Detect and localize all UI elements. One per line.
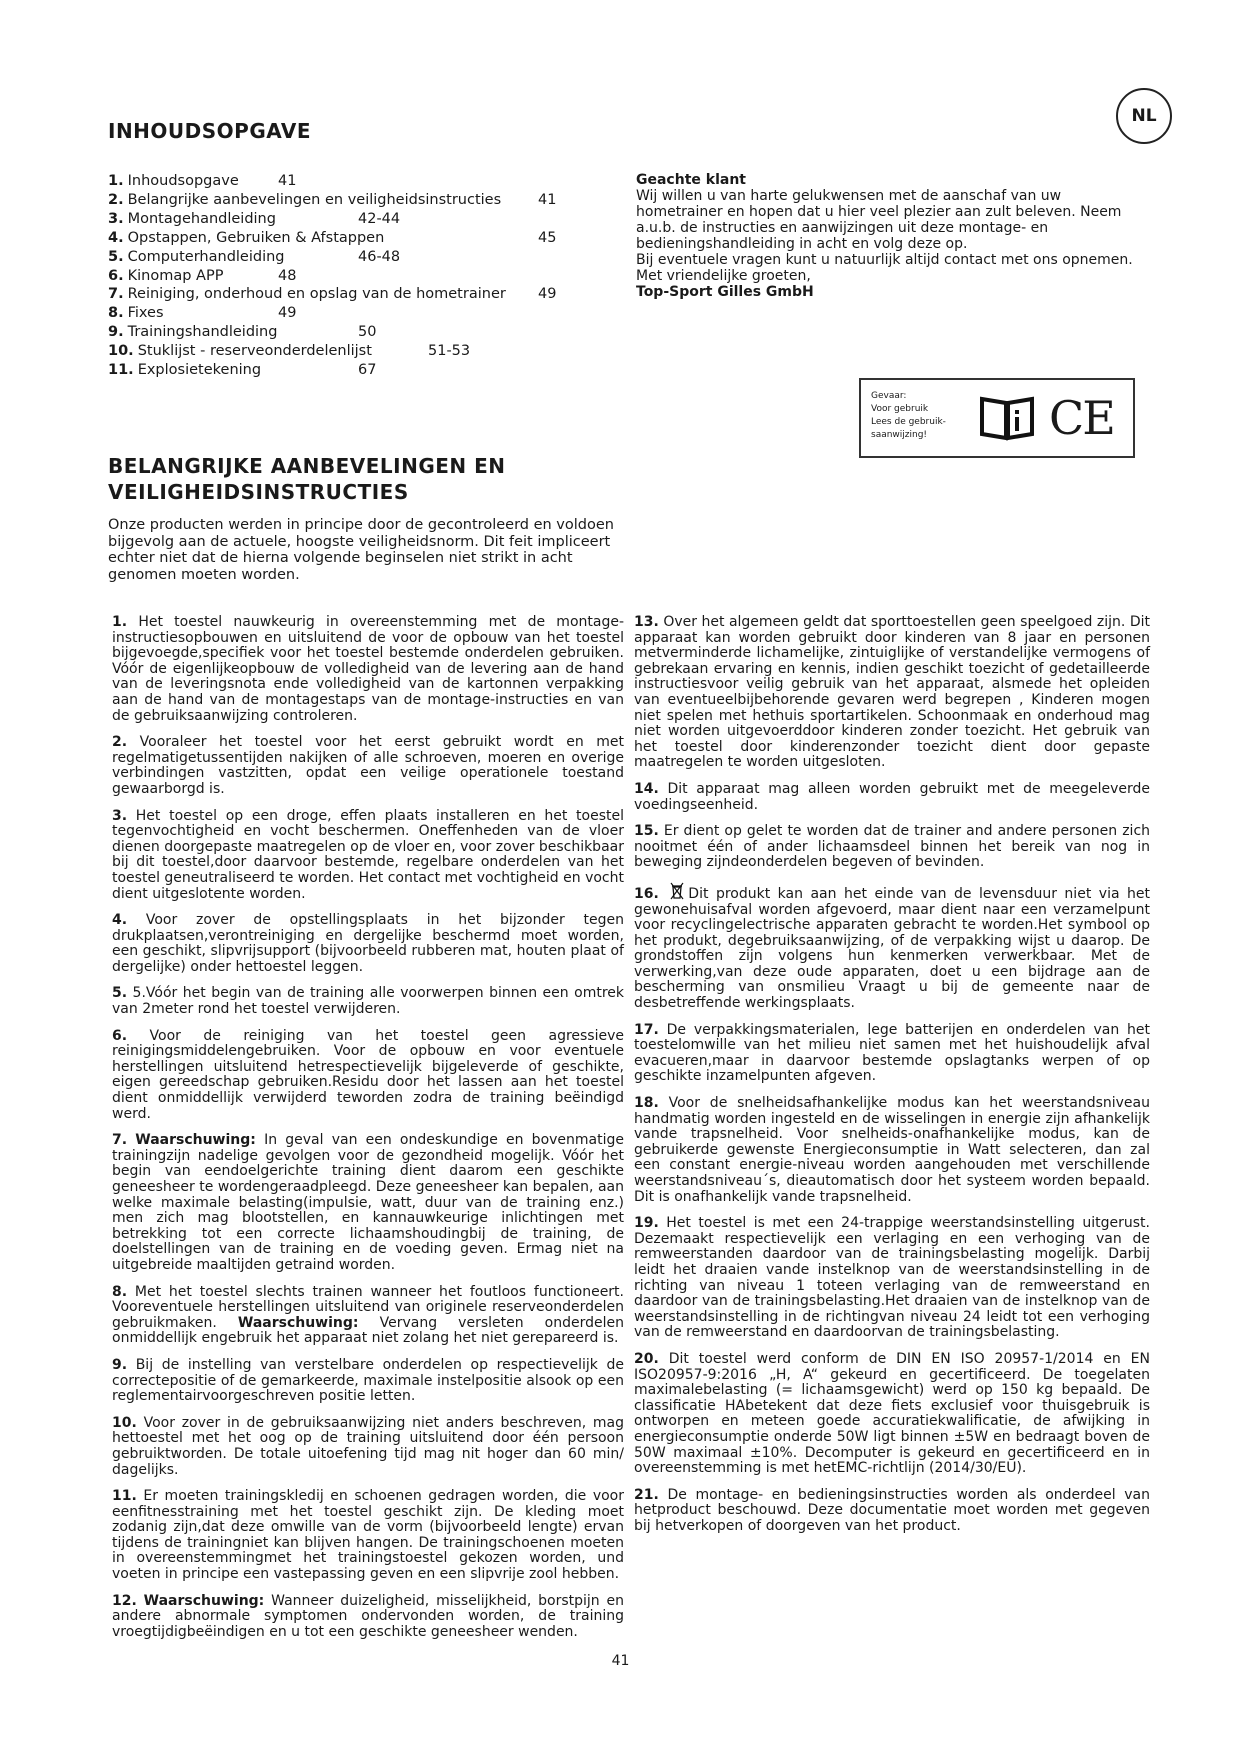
item-number: 13. <box>634 614 659 630</box>
item-number: 19. <box>634 1215 659 1232</box>
safety-items-left <box>112 615 624 1651</box>
item-number: 10. <box>112 1414 137 1431</box>
customer-intro <box>636 172 1136 300</box>
warning-box <box>859 378 1135 458</box>
safety-intro: Onze producten werden in principe door de gecontroleerd en voldoen bijgevolg aan de actuele, hoogste veiligheidsnorm. Dit feit impliceert echter niet dat de hierna volgende beginselen niet strikt in acht genomen moeten worden. <box>108 517 614 583</box>
item-number: 5. <box>112 985 128 1002</box>
toc-item <box>108 323 568 342</box>
item-text: Het toestel op een droge, effen plaats installeren en het toestel tegenvochtigheid en vocht beschermen. Oneffenheden van de vloer dienen doorgepaste maatregelen op de vloer en, voor zover beschikbaar bij dit toestel,door daarvoor bestemde, regelbare onderdelen van het toestel geneutraliseerd te worden. Het contact met vochtigheid en vocht dient uitgeslotente worden. <box>112 807 624 902</box>
toc-item <box>108 229 568 248</box>
item-number: 12. <box>112 1592 137 1609</box>
safety-item <box>112 1594 624 1641</box>
item-number: 6. <box>112 1027 128 1044</box>
item-number: 14. <box>634 780 659 797</box>
item-text: Dit apparaat mag alleen worden gebruikt met de meegeleverde voedingseenheid. <box>634 780 1150 813</box>
item-text: Vervang versleten onderdelen onmiddellijk engebruik het apparaat niet zolang het niet gerepareerd is. <box>112 1314 625 1347</box>
toc-item-number: 6. <box>108 267 124 284</box>
toc-item-page: 50 <box>358 324 377 341</box>
toc-item-number: 8. <box>108 305 124 322</box>
toc-item-label: Opstappen, Gebruiken & Afstappen <box>127 229 385 246</box>
item-number: 3. <box>112 807 128 824</box>
item-number: 7. <box>112 1132 128 1149</box>
table-of-contents <box>108 172 568 380</box>
safety-item <box>634 1216 1150 1341</box>
safety-item <box>634 782 1150 813</box>
item-number: 15. <box>634 823 659 840</box>
toc-item-number: 11. <box>108 362 134 379</box>
safety-item <box>634 1488 1150 1535</box>
item-text: 5.Vóór het begin van de training alle voorwerpen binnen een omtrek van 2meter rond het toestel verwijderen. <box>112 985 624 1018</box>
safety-item <box>112 809 624 903</box>
item-text: Bij de instelling van verstelbare onderdelen op respectievelijk de correctepositie of de gemarkeerde, maximale instelpositie alsook op een reglementairvoorgeschreven positie letten. <box>112 1356 624 1405</box>
item-number: 16. <box>634 885 659 902</box>
item-number: 9. <box>112 1356 128 1373</box>
toc-item-number: 9. <box>108 324 124 341</box>
toc-item-page: 41 <box>538 191 557 208</box>
toc-item-page: 51-53 <box>428 343 471 360</box>
item-text: Over het algemeen geldt dat sporttoestellen geen speelgoed zijn. Dit apparaat kan worden gebruikt door kinderen van 8 jaar en personen metverminderde lichamelijke, zintuiglijke of verstandelijke vermogens of gebrekaan ervaring en kennis, indien geschikt toezicht of gedetailleerde instructiesvoor veilig gebruik van het apparaat, alsmede het opleiden van eventueelbijbehorende gevaren werd begrepen , Kinderen mogen niet spelen met hethuis sportartikelen. Schoonmaak en onderhoud mag niet worden uitgevoerddoor kinderen zonder toezicht. Het gebruik van het toestel door kinderenzonder toezicht dient door gepaste maatregelen te worden uitgesloten. <box>634 614 1151 771</box>
toc-item-page: 45 <box>538 229 557 246</box>
intro-paragraph: Wij willen u van harte gelukwensen met de aanschaf van uw hometrainer en hopen dat u hier veel plezier aan zult beleven. Neem a.u.b. de instructies en aanwijzingen uit deze montage- en bedieningshandleiding in acht en volg deze op. <box>636 188 1122 252</box>
safety-item <box>634 1096 1150 1205</box>
toc-item <box>108 361 568 380</box>
safety-item <box>634 1023 1150 1085</box>
toc-item-label: Trainingshandleiding <box>127 324 278 341</box>
warning-text: Gevaar: Voor gebruik Lees de gebruik- saanwijzing! <box>871 391 946 440</box>
safety-item <box>112 1416 624 1478</box>
item-text: Voor de snelheidsafhankelijke modus kan het weerstandsniveau handmatig worden ingesteld en de wisselingen in energie zijn afhankelijk vande trapsnelheid. Voor snelheids-onafhankelijke modus, kan de gebruikerde gewenste Energieconsumptie in Watt selecteren, dan zal een constant energie-niveau worden aangehouden met verschillende weerstandsniveau´s, dieautomatisch door het systeem worden bepaald. Dit is onafhankelijk vande trapsnelheid. <box>634 1095 1150 1205</box>
item-number: 11. <box>112 1488 137 1505</box>
item-warning-label: Waarschuwing: <box>135 1132 256 1149</box>
item-number: 1. <box>112 614 128 630</box>
item-text: Voor de reiniging van het toestel geen agressieve reinigingsmiddelengebruiken. Voor de opbouw en voor eventuele herstellingen uitsluitend hetrespectievelijk bijgeleverde of geschikte, eigen gereedschap gebruiken.Residu door het lassen aan het toestel dient onmiddellijk verwijderd teworden zodra de training beëindigd werd. <box>112 1027 625 1122</box>
item-text: Het toestel nauwkeurig in overeenstemming met de montage-instructiesopbouwen en uitsluitend de voor de opbouw van het toestel bijgevoegde,specifiek voor het toestel bestemde onderdelen gebruiken. Vóór de eigenlijkeopbouw de volledigheid van de levering aan de hand van de leveringsnota ende volledigheid van de kartonnen verpakking aan de hand van de montagestaps van de montage-instructies en van de gebruiksaanwijzing controleren. <box>112 614 625 724</box>
toc-item-page: 48 <box>278 267 297 284</box>
manual-book-icon <box>979 395 1035 441</box>
safety-item <box>112 1133 624 1273</box>
safety-item <box>634 882 1150 1012</box>
toc-item <box>108 342 568 361</box>
safety-item <box>112 1029 624 1123</box>
item-text: Voor zover in de gebruiksaanwijzing niet anders beschreven, mag hettoestel met het oog op de training uitsluitend door één persoon gebruiktworden. De totale uitoefening tijd mag nit hoger dan 60 min/ dagelijks. <box>112 1414 625 1478</box>
item-text: Voor zover de opstellingsplaats in het bijzonder tegen drukplaatsen,verontreiniging en dergelijke beschermd moet worden, een geschikt, slipvrijsupport (bijvoorbeeld rubberen mat, houten plaat of dergelijke) onder hettoestel leggen. <box>112 912 625 975</box>
item-number: 21. <box>634 1486 659 1503</box>
page-number: 41 <box>611 1653 630 1669</box>
toc-item-label: Belangrijke aanbevelingen en veiligheidsinstructies <box>127 191 502 208</box>
toc-item-label: Kinomap APP <box>127 267 224 284</box>
item-number: 17. <box>634 1021 659 1038</box>
toc-item-page: 49 <box>278 305 297 322</box>
safety-item <box>112 913 624 975</box>
safety-item <box>634 615 1150 771</box>
item-number: 4. <box>112 912 128 929</box>
toc-item <box>108 267 568 286</box>
item-text: De verpakkingsmaterialen, lege batterijen en onderdelen van het toestelomwille van het milieu niet samen met het huishoudelijk afval evacueren,maar in daarvoor bestemde opslagtanks werpen of op geschikte inzamelpunten afgeven. <box>634 1021 1150 1085</box>
toc-item <box>108 248 568 267</box>
item-text: De montage- en bedieningsinstructies worden als onderdeel van hetproduct beschouwd. Deze documentatie moet worden met gegeven bij hetverkopen of doorgeven van het product. <box>634 1486 1150 1534</box>
ce-mark-icon: CE <box>1049 391 1114 445</box>
toc-item-label: Computerhandleiding <box>127 248 285 265</box>
safety-item <box>112 615 624 724</box>
intro-contact: Bij eventuele vragen kunt u natuurlijk altijd contact met ons opnemen. <box>636 252 1133 268</box>
toc-item-number: 10. <box>108 343 134 360</box>
toc-item <box>108 191 568 210</box>
safety-item <box>112 735 624 797</box>
item-number: 20. <box>634 1350 659 1367</box>
intro-regards: Met vriendelijke groeten, <box>636 268 811 284</box>
toc-item-number: 3. <box>108 210 124 227</box>
item-text: Er dient op gelet te worden dat de trainer and andere personen zich nooitmet één of ander lichaamsdeel binnen het bereik van nog in beweging zijndeonderdelen begeven of bevinden. <box>634 823 1151 871</box>
item-warning-label: Waarschuwing: <box>237 1314 359 1331</box>
safety-item <box>112 986 624 1017</box>
item-text: Dit produkt kan aan het einde van de levensduur niet via het gewonehuisafval worden afgevoerd, maar dient naar een verzamelpunt voor recyclingelectrische apparaten gebracht te worden.Het symbool op het produkt, degebruiksaanwijzing, of de verpakking wijst u daarop. De grondstoffen zijn volgens hun kenmerken verwerkbaar. Met de verwerking,van deze oude apparaten, doet u een bijdrage aan de bescherming van onsmilieu Vraagt u bij de gemeente naar de desbetreffende werkingsplaats. <box>634 885 1150 1012</box>
crossed-bin-icon <box>670 882 684 900</box>
item-text: Dit toestel werd conform de DIN EN ISO 20957-1/2014 en EN ISO20957-9:2016 „H, A“ gekeurd en gecertificeerd. De toegelaten maximalebelasting (= lichaamsgewicht) werd op 150 kg bepaald. De classificatie HAbetekent dat deze fiets exclusief voor thuisgebruik is ontworpen en meteen goede accuratiekwalificatie, de afwijking in energieconsumptie onderde 50W ligt binnen ±5W en bedraagt boven de 50W maximaal ±10%. Decomputer is gekeurd en gecertificeerd en in overeenstemming is met hetEMC-richtlijn (2014/30/EU). <box>634 1350 1150 1477</box>
toc-item-label: Inhoudsopgave <box>127 173 239 189</box>
toc-item-label: Montagehandleiding <box>127 210 276 227</box>
safety-item <box>112 1358 624 1405</box>
toc-item <box>108 304 568 323</box>
toc-item-number: 1. <box>108 173 124 189</box>
item-text: In geval van een ondeskundige en bovenmatige trainingzijn nadelige gevolgen voor de gezondheid mogelijk. Vóór het begin van eendoelgerichte training dient daarom een geschikte geneesheer te wordengeraadpleegd. Deze geneesheer kan bepalen, aan welke maximale belasting(impulsie, watt, duur van de training enz.) men zich mag blootstellen, en kannauwkeurige inlichtingen met betrekking tot een correcte lichaamshoudingbij de training, de doelstellingen van de training en de voeding geven. Ermag niet na uitgebreide maaltijden getraind worden. <box>112 1132 625 1273</box>
item-number: 18. <box>634 1095 659 1112</box>
toc-item-label: Explosietekening <box>137 362 262 379</box>
toc-item <box>108 172 568 191</box>
greeting: Geachte klant <box>636 172 746 188</box>
safety-title: BELANGRIJKE AANBEVELINGEN EN VEILIGHEIDSINSTRUCTIES <box>108 454 506 504</box>
toc-list <box>108 172 568 380</box>
toc-item-page: 46-48 <box>358 248 401 265</box>
item-number: 2. <box>112 734 128 751</box>
item-text: Het toestel is met een 24-trappige weerstandsinstelling uitgerust. Dezemaakt respectievelijk een verlaging en een verhoging van de remweerstanden daardoor van de trainingsbelasting mogelijk. Darbij leidt het draaien vande instelknop van de weerstandsinstelling in de richting van niveau 1 toteen verlaging van de remweerstand en daardoor van de trainingsbelasting.Het draaien van de instelknop van de weerstandsinstelling in de richtingvan niveau 24 leidt tot een verhoging van de remweerstand en daardoorvan de trainingsbelasting. <box>634 1215 1150 1341</box>
toc-title: INHOUDSOPGAVE <box>108 119 312 143</box>
item-text: Met het toestel slechts trainen wanneer het foutloos functioneert. Vooreventuele herstellingen uitsluitend van originele reserveonderdelen gebruikmaken. <box>112 1283 624 1331</box>
safety-item <box>634 1352 1150 1477</box>
toc-item-page: 41 <box>278 173 297 189</box>
toc-item-label: Reiniging, onderhoud en opslag van de hometrainer <box>127 286 506 303</box>
toc-item-page: 42-44 <box>358 210 401 227</box>
toc-item <box>108 285 568 304</box>
toc-item-number: 7. <box>108 286 124 303</box>
item-text: Vooraleer het toestel voor het eerst gebruikt wordt en met regelmatigetussentijden nakijken of alle schroeven, moeren en overige verbindingen vastzitten, opdat een veilige operationele toestand gewaarborgd is. <box>112 734 625 797</box>
item-number: 8. <box>112 1283 128 1300</box>
toc-item <box>108 210 568 229</box>
toc-item-page: 49 <box>538 286 557 303</box>
toc-item-number: 2. <box>108 191 124 208</box>
company-name: Top-Sport Gilles GmbH <box>636 284 814 300</box>
safety-items-right <box>634 615 1150 1545</box>
item-warning-label: Waarschuwing: <box>143 1592 265 1609</box>
safety-item <box>112 1489 624 1583</box>
toc-item-number: 5. <box>108 248 124 265</box>
item-text: Wanneer duizeligheid, misselijkheid, borstpijn en andere abnormale symptomen ondervonden worden, de training vroegtijdigbeëindigen en u tot een geschikte geneesheer wenden. <box>112 1592 624 1640</box>
safety-item <box>112 1285 624 1347</box>
toc-item-number: 4. <box>108 229 124 246</box>
toc-item-page: 67 <box>358 362 377 379</box>
item-text: Er moeten trainingskledij en schoenen gedragen worden, die voor eenfitnesstraining met het toestel geschikt zijn. De kleding moet zodanig zijn,dat deze omwille van de vorm (bijvoorbeeld lengte) ervan tijdens de trainingniet kan blijven hangen. De trainingschoenen moeten in overeenstemmingmet het trainingstoestel gekozen worden, und voeten in principe een vastepassing geven en een slipvrije zool hebben. <box>112 1488 625 1583</box>
safety-item <box>634 824 1150 871</box>
toc-item-label: Fixes <box>127 305 164 322</box>
language-badge: NL <box>1116 88 1172 144</box>
toc-item-label: Stuklijst - reserveonderdelenlijst <box>137 343 372 360</box>
